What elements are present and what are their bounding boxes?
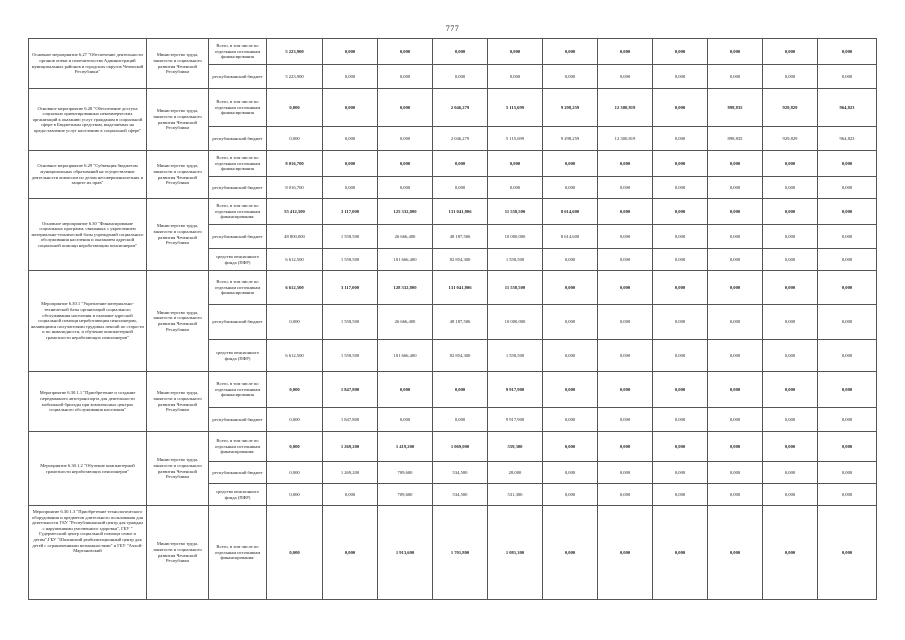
amount-cell: 0,000: [543, 462, 598, 484]
amount-cell: 0,000: [543, 484, 598, 506]
responsible-cell: Министерство труда, занятости и социального развития Чеченской Республики: [147, 271, 209, 372]
table-row: [29, 199, 877, 225]
amount-cell: 0,000: [818, 305, 877, 340]
event-name-cell: Мероприятие 6.30.1.3 "Приобретение технологического оборудования и предметов длительного пользования для деятельности ГБУ "Республиканский центр для граждан с нарушениями умственного здоровья", ГБУ " Гудермесский центр социальной помощи семье и детям",ГБУ "Шалинский реабилитационный центр для детей с ограниченными возможностями" и ГБУ "Ачхой-Мартановский: [29, 506, 147, 600]
amount-cell: 0,000: [323, 506, 378, 600]
amount-cell: 898,835: [708, 127, 763, 151]
amount-cell: 0,000: [267, 305, 323, 340]
amount-cell: 48 187,506: [433, 305, 488, 340]
amount-cell: 0,000: [708, 340, 763, 372]
amount-cell: 0,000: [763, 372, 818, 408]
amount-cell: 12 300,819: [598, 89, 653, 127]
amount-cell: 9 917,900: [488, 408, 543, 432]
funding-source-cell: Всего, в том числе по отдельным источникам финансирования: [209, 151, 267, 177]
amount-cell: 0,000: [598, 249, 653, 271]
amount-cell: 0,000: [818, 249, 877, 271]
amount-cell: 1 269,200: [323, 462, 378, 484]
amount-cell: 10 000,000: [488, 225, 543, 249]
amount-cell: 0,000: [708, 408, 763, 432]
amount-cell: 1 558,500: [323, 225, 378, 249]
amount-cell: 0,000: [653, 305, 708, 340]
amount-cell: 0,000: [267, 462, 323, 484]
amount-cell: 0,000: [378, 177, 433, 199]
amount-cell: 0,000: [708, 39, 763, 65]
amount-cell: 11 558,500: [488, 199, 543, 225]
amount-cell: 1 558,500: [488, 249, 543, 271]
responsible-cell: Министерство труда, занятости и социального развития Чеченской Республики: [147, 39, 209, 89]
amount-cell: 1 701,800: [433, 506, 488, 600]
amount-cell: 0,000: [598, 408, 653, 432]
amount-cell: 0,000: [378, 65, 433, 89]
amount-cell: 1 269,200: [323, 432, 378, 462]
amount-cell: 8 016,700: [267, 151, 323, 177]
amount-cell: 0,000: [378, 372, 433, 408]
amount-cell: 0,000: [708, 372, 763, 408]
amount-cell: 0,000: [653, 462, 708, 484]
amount-cell: 0,000: [543, 271, 598, 305]
amount-cell: 101 666,400: [378, 340, 433, 372]
amount-cell: 1 558,500: [323, 249, 378, 271]
table-row: [29, 89, 877, 127]
amount-cell: 0,000: [653, 372, 708, 408]
amount-cell: 0,000: [653, 65, 708, 89]
amount-cell: 5 223,900: [267, 39, 323, 65]
amount-cell: 0,000: [598, 462, 653, 484]
amount-cell: 6 612,500: [267, 249, 323, 271]
amount-cell: 0,000: [543, 305, 598, 340]
table-body: [29, 39, 877, 600]
amount-cell: 1 558,500: [488, 340, 543, 372]
amount-cell: 0,000: [818, 151, 877, 177]
amount-cell: 0,000: [653, 432, 708, 462]
amount-cell: 0,000: [708, 151, 763, 177]
amount-cell: 0,000: [653, 249, 708, 271]
amount-cell: 0,000: [708, 65, 763, 89]
amount-cell: 5 115,699: [488, 127, 543, 151]
event-name-cell: Основное мероприятие 6.30 "Финансирование социальных программ, связанных с укреплением материально-технической базы учреждений социального обслуживания населения и оказанием адресной социальной помощи неработающим пенсионерам": [29, 199, 147, 271]
amount-cell: 0,000: [763, 506, 818, 600]
responsible-cell: Министерство труда, занятости и социального развития Чеченской Республики: [147, 89, 209, 151]
amount-cell: 0,000: [598, 506, 653, 600]
amount-cell: 1 913,600: [378, 506, 433, 600]
event-name-cell: Мероприятие 6.30.1.2 "Обучение компьютерной грамотности неработающих пенсионеров": [29, 432, 147, 506]
amount-cell: 0,000: [653, 340, 708, 372]
amount-cell: 0,000: [543, 249, 598, 271]
amount-cell: 0,000: [598, 177, 653, 199]
amount-cell: 8 016,700: [267, 177, 323, 199]
funding-source-cell: республиканский бюджет: [209, 462, 267, 484]
amount-cell: 0,000: [653, 127, 708, 151]
amount-cell: 0,000: [818, 199, 877, 225]
amount-cell: 709,600: [378, 484, 433, 506]
amount-cell: 0,000: [763, 249, 818, 271]
table-row: [29, 271, 877, 305]
amount-cell: 0,000: [267, 89, 323, 127]
amount-cell: 534,500: [433, 484, 488, 506]
amount-cell: 0,000: [598, 199, 653, 225]
amount-cell: 0,000: [818, 484, 877, 506]
amount-cell: 0,000: [763, 340, 818, 372]
amount-cell: 0,000: [763, 65, 818, 89]
amount-cell: 10 000,000: [488, 305, 543, 340]
amount-cell: 8 614,600: [543, 225, 598, 249]
amount-cell: 0,000: [543, 39, 598, 65]
amount-cell: 0,000: [763, 199, 818, 225]
table-row: [29, 372, 877, 408]
funding-source-cell: средства пенсионного фонда (ПФР): [209, 249, 267, 271]
amount-cell: 0,000: [267, 372, 323, 408]
amount-cell: 0,000: [708, 199, 763, 225]
amount-cell: 131 041,806: [433, 199, 488, 225]
amount-cell: 6 612,500: [267, 271, 323, 305]
page-number: 777: [445, 24, 460, 33]
amount-cell: 0,000: [598, 39, 653, 65]
amount-cell: 0,000: [433, 151, 488, 177]
amount-cell: 0,000: [433, 408, 488, 432]
amount-cell: 0,000: [378, 127, 433, 151]
event-name-cell: Мероприятие 6.30.1 "Укрепление материально-технической базы организаций социального обслуживания населения и оказание адресной социальной помощи неработающим пенсионерам, являющимся получателями трудовых пенсий по старости и по инвалидности, и обучение компьютерной грамотности неработающих пенсионеров": [29, 271, 147, 372]
amount-cell: 0,000: [543, 432, 598, 462]
amount-cell: 0,000: [653, 151, 708, 177]
amount-cell: 48 800,000: [267, 225, 323, 249]
amount-cell: 0,000: [543, 506, 598, 600]
amount-cell: 0,000: [378, 89, 433, 127]
amount-cell: 0,000: [323, 484, 378, 506]
amount-cell: 0,000: [763, 462, 818, 484]
amount-cell: 0,000: [543, 151, 598, 177]
amount-cell: 8 614,600: [543, 199, 598, 225]
amount-cell: 55 412,500: [267, 199, 323, 225]
funding-source-cell: средства пенсионного фонда (ПФР): [209, 484, 267, 506]
amount-cell: 0,000: [763, 177, 818, 199]
amount-cell: 0,000: [598, 305, 653, 340]
responsible-cell: Министерство труда, занятости и социального развития Чеченской Республики: [147, 372, 209, 432]
amount-cell: 0,000: [653, 225, 708, 249]
amount-cell: 0,000: [763, 408, 818, 432]
amount-cell: 0,000: [488, 177, 543, 199]
amount-cell: 26 666,400: [378, 225, 433, 249]
amount-cell: 0,000: [818, 65, 877, 89]
amount-cell: 125 332,800: [378, 199, 433, 225]
amount-cell: 709,600: [378, 462, 433, 484]
table-row: [29, 506, 877, 600]
amount-cell: 964,823: [818, 89, 877, 127]
amount-cell: 898,835: [708, 89, 763, 127]
funding-source-cell: Всего, в том числе по отдельным источникам финансирования: [209, 39, 267, 65]
amount-cell: 0,000: [818, 177, 877, 199]
amount-cell: 0,000: [763, 305, 818, 340]
table-row: [29, 151, 877, 177]
amount-cell: 1 558,500: [323, 340, 378, 372]
amount-cell: 0,000: [818, 462, 877, 484]
funding-source-cell: республиканский бюджет: [209, 127, 267, 151]
amount-cell: 0,000: [598, 432, 653, 462]
funding-source-cell: республиканский бюджет: [209, 65, 267, 89]
amount-cell: 11 558,500: [488, 271, 543, 305]
event-name-cell: Основное мероприятие 6.28 "Обеспечение доступа социально ориентированных некоммерческих организаций к оказанию услуг гражданам в социальной сфере в Бюджетным средствам, выделяемых на предоставление услуг населению в социальной сфере": [29, 89, 147, 151]
amount-cell: 128 332,800: [378, 271, 433, 305]
amount-cell: 0,000: [818, 340, 877, 372]
amount-cell: 0,000: [818, 408, 877, 432]
amount-cell: 0,000: [543, 177, 598, 199]
amount-cell: 0,000: [763, 484, 818, 506]
amount-cell: 0,000: [818, 39, 877, 65]
amount-cell: 0,000: [543, 65, 598, 89]
amount-cell: 0,000: [708, 462, 763, 484]
funding-source-cell: средства пенсионного фонда (ПФР): [209, 340, 267, 372]
amount-cell: 0,000: [323, 177, 378, 199]
amount-cell: 0,000: [598, 225, 653, 249]
table-row: [29, 432, 877, 462]
amount-cell: 0,000: [598, 372, 653, 408]
amount-cell: 6 612,500: [267, 340, 323, 372]
amount-cell: 0,000: [323, 89, 378, 127]
funding-source-cell: Всего, в том числе по отдельным источникам финансирования: [209, 89, 267, 127]
amount-cell: 0,000: [763, 39, 818, 65]
funding-source-cell: республиканский бюджет: [209, 225, 267, 249]
amount-cell: 0,000: [378, 39, 433, 65]
amount-cell: 0,000: [267, 432, 323, 462]
amount-cell: 0,000: [653, 271, 708, 305]
amount-cell: 1 069,000: [433, 432, 488, 462]
amount-cell: 0,000: [598, 484, 653, 506]
amount-cell: 0,000: [653, 39, 708, 65]
budget-table: [28, 38, 877, 600]
amount-cell: 0,000: [708, 271, 763, 305]
amount-cell: 0,000: [818, 225, 877, 249]
funding-source-cell: Всего, в том числе по отдельным источникам финансирования: [209, 271, 267, 305]
responsible-cell: Министерство труда, занятости и социального развития Чеченской Республики: [147, 151, 209, 199]
amount-cell: 0,000: [763, 151, 818, 177]
amount-cell: 9 298,259: [543, 89, 598, 127]
amount-cell: 0,000: [818, 506, 877, 600]
amount-cell: 0,000: [323, 127, 378, 151]
amount-cell: 1 558,500: [323, 305, 378, 340]
amount-cell: 0,000: [488, 151, 543, 177]
amount-cell: 0,000: [323, 39, 378, 65]
amount-cell: 0,000: [708, 506, 763, 600]
amount-cell: 0,000: [763, 225, 818, 249]
amount-cell: 1 847,800: [323, 408, 378, 432]
amount-cell: 0,000: [598, 65, 653, 89]
amount-cell: 0,000: [763, 432, 818, 462]
responsible-cell: Министерство труда, занятости и социального развития Чеченской Республики: [147, 506, 209, 600]
funding-source-cell: республиканский бюджет: [209, 305, 267, 340]
amount-cell: 0,000: [267, 408, 323, 432]
amount-cell: 0,000: [378, 151, 433, 177]
amount-cell: 1 847,800: [323, 372, 378, 408]
amount-cell: 48 187,506: [433, 225, 488, 249]
amount-cell: 0,000: [653, 408, 708, 432]
amount-cell: 0,000: [708, 305, 763, 340]
amount-cell: 559,300: [488, 432, 543, 462]
amount-cell: 0,000: [708, 177, 763, 199]
amount-cell: 5 223,900: [267, 65, 323, 89]
amount-cell: 0,000: [323, 151, 378, 177]
amount-cell: 101 666,400: [378, 249, 433, 271]
amount-cell: 82 854,300: [433, 340, 488, 372]
amount-cell: 9 298,259: [543, 127, 598, 151]
funding-source-cell: Всего, в том числе по отдельным источникам финансирования:: [209, 199, 267, 225]
responsible-cell: Министерство труда, занятости и социального развития Чеченской Республики: [147, 432, 209, 506]
amount-cell: 0,000: [488, 65, 543, 89]
event-name-cell: Мероприятие 6.30.1.1 "Приобретение и создание передвижного автотранспорта для деятельности мобильной бригады при комплексных центрах социального обслуживания населения": [29, 372, 147, 432]
amount-cell: 0,000: [708, 225, 763, 249]
amount-cell: 0,000: [598, 151, 653, 177]
amount-cell: 0,000: [378, 408, 433, 432]
funding-source-cell: Всего, в том числе по отдельным источникам финансирования: [209, 372, 267, 408]
event-name-cell: Основное мероприятие 6.27 "Обеспечение деятельности органов опеки и попечительства Администраций муниципальных районов и городских округов Чеченской Республики": [29, 39, 147, 89]
table-row: [29, 39, 877, 65]
amount-cell: 12 300,819: [598, 127, 653, 151]
amount-cell: 3 117,000: [323, 199, 378, 225]
amount-cell: 28,000: [488, 462, 543, 484]
amount-cell: 0,000: [488, 39, 543, 65]
amount-cell: 1 081,300: [488, 506, 543, 600]
amount-cell: 0,000: [323, 65, 378, 89]
amount-cell: 0,000: [653, 177, 708, 199]
amount-cell: 26 666,400: [378, 305, 433, 340]
amount-cell: 0,000: [653, 506, 708, 600]
amount-cell: 0,000: [653, 199, 708, 225]
amount-cell: 0,000: [818, 271, 877, 305]
responsible-cell: Министерство труда, занятости и социального развития Чеченской Республики: [147, 199, 209, 271]
amount-cell: 0,000: [267, 484, 323, 506]
amount-cell: 0,000: [543, 408, 598, 432]
amount-cell: 1 419,200: [378, 432, 433, 462]
funding-source-cell: республиканский бюджет: [209, 177, 267, 199]
amount-cell: 0,000: [433, 65, 488, 89]
amount-cell: 531,300: [488, 484, 543, 506]
amount-cell: 0,000: [433, 39, 488, 65]
amount-cell: 0,000: [708, 484, 763, 506]
funding-source-cell: Всего, в том числе по отдельным источникам финансирования:: [209, 432, 267, 462]
amount-cell: 2 046,279: [433, 89, 488, 127]
funding-source-cell: Всего, в том числе по отдельным источникам финансирования:: [209, 506, 267, 600]
amount-cell: 9 917,900: [488, 372, 543, 408]
amount-cell: 929,829: [763, 89, 818, 127]
amount-cell: 0,000: [818, 372, 877, 408]
amount-cell: 5 115,699: [488, 89, 543, 127]
amount-cell: 0,000: [267, 127, 323, 151]
amount-cell: 82 854,300: [433, 249, 488, 271]
amount-cell: 0,000: [543, 340, 598, 372]
funding-source-cell: республиканский бюджет: [209, 408, 267, 432]
amount-cell: 3 117,000: [323, 271, 378, 305]
amount-cell: 534,500: [433, 462, 488, 484]
amount-cell: 0,000: [818, 432, 877, 462]
event-name-cell: Основное мероприятие 6.29 "Субвенция бюджетам муниципальных образований на осуществление деятельности комиссии по делам несовершеннолетних и защите их прав": [29, 151, 147, 199]
amount-cell: 929,829: [763, 127, 818, 151]
amount-cell: 0,000: [267, 506, 323, 600]
amount-cell: 0,000: [433, 372, 488, 408]
amount-cell: 964,823: [818, 127, 877, 151]
amount-cell: 2 046,279: [433, 127, 488, 151]
amount-cell: 0,000: [763, 271, 818, 305]
amount-cell: 0,000: [708, 249, 763, 271]
amount-cell: 0,000: [598, 271, 653, 305]
amount-cell: 0,000: [433, 177, 488, 199]
amount-cell: 0,000: [598, 340, 653, 372]
amount-cell: 0,000: [653, 89, 708, 127]
amount-cell: 0,000: [708, 432, 763, 462]
amount-cell: 0,000: [543, 372, 598, 408]
amount-cell: 131 041,806: [433, 271, 488, 305]
amount-cell: 0,000: [653, 484, 708, 506]
